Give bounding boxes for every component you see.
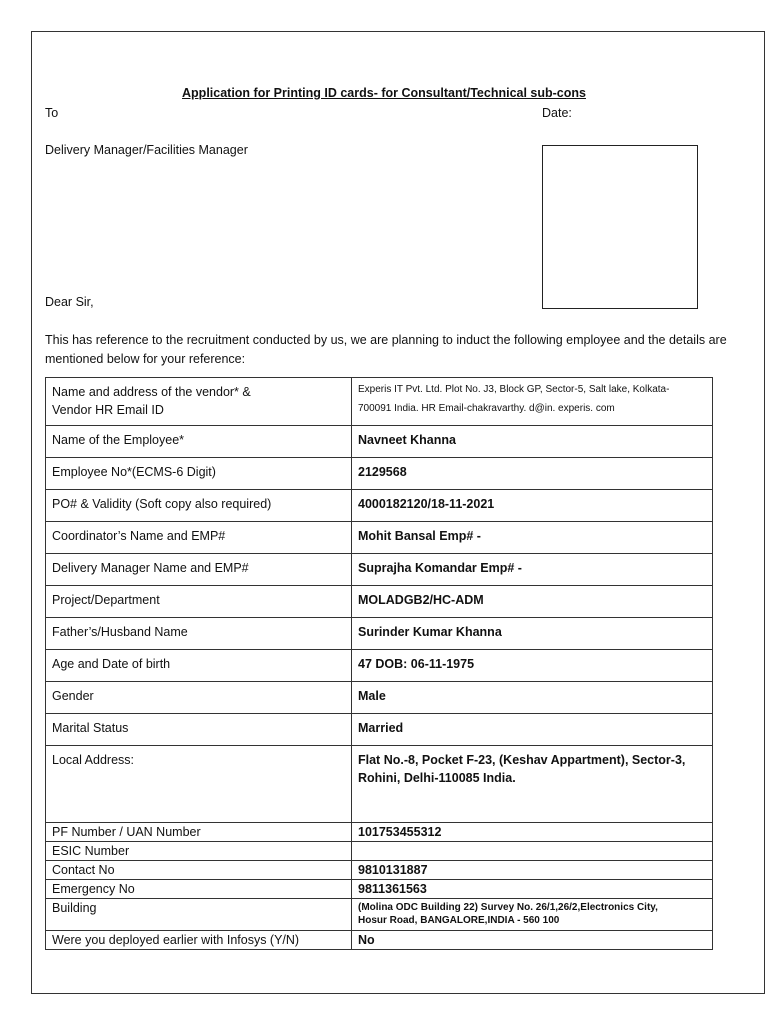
row-label: ESIC Number (46, 842, 352, 861)
table-row (46, 746, 713, 823)
row-label: PO# & Validity (Soft copy also required) (46, 490, 352, 522)
table-row (46, 458, 713, 490)
row-label-line: Name and address of the vendor* & (52, 385, 251, 399)
table-row (46, 378, 713, 426)
photo-box (542, 145, 698, 309)
date-label: Date: (542, 106, 572, 120)
row-label: Building (46, 899, 352, 931)
row-value: 2129568 (352, 458, 713, 490)
row-value-line: Flat No.-8, Pocket F-23, (Keshav Appartment), Sector-3, (358, 753, 686, 767)
table-row (46, 426, 713, 458)
row-value (352, 378, 713, 426)
row-value: Surinder Kumar Khanna (352, 618, 713, 650)
row-label: Age and Date of birth (46, 650, 352, 682)
table-row (46, 931, 713, 950)
row-value-line: (Molina ODC Building 22) Survey No. 26/1,26/2,Electronics City, (358, 902, 658, 913)
row-label: Gender (46, 682, 352, 714)
row-label: Were you deployed earlier with Infosys (Y/N) (46, 931, 352, 950)
row-value: Mohit Bansal Emp# - (352, 522, 713, 554)
row-label: Delivery Manager Name and EMP# (46, 554, 352, 586)
row-label: Coordinator’s Name and EMP# (46, 522, 352, 554)
row-value: MOLADGB2/HC-ADM (352, 586, 713, 618)
row-label: Employee No*(ECMS-6 Digit) (46, 458, 352, 490)
row-value: 4000182120/18-11-2021 (352, 490, 713, 522)
row-value: 101753455312 (352, 823, 713, 842)
row-value: 47 DOB: 06-11-1975 (352, 650, 713, 682)
table-row (46, 861, 713, 880)
row-value: Navneet Khanna (352, 426, 713, 458)
row-value: 9810131887 (352, 861, 713, 880)
row-value (352, 899, 713, 931)
table-row (46, 618, 713, 650)
table-row (46, 880, 713, 899)
row-value (352, 842, 713, 861)
row-value-line: Hosur Road, BANGALORE,INDIA - 560 100 (358, 915, 560, 926)
table-row (46, 586, 713, 618)
recipient-line: Delivery Manager/Facilities Manager (45, 143, 248, 157)
row-label: Father’s/Husband Name (46, 618, 352, 650)
table-row (46, 522, 713, 554)
employee-details-table (45, 377, 713, 950)
row-label-line: Vendor HR Email ID (52, 403, 164, 417)
row-value: Suprajha Komandar Emp# - (352, 554, 713, 586)
table-row (46, 554, 713, 586)
row-label: Emergency No (46, 880, 352, 899)
table-row (46, 899, 713, 931)
row-label: Contact No (46, 861, 352, 880)
table-row (46, 490, 713, 522)
table-row (46, 823, 713, 842)
form-title: Application for Printing ID cards- for Consultant/Technical sub-cons (182, 86, 586, 100)
row-label: PF Number / UAN Number (46, 823, 352, 842)
row-label: Name of the Employee* (46, 426, 352, 458)
table-row (46, 714, 713, 746)
to-label: To (45, 106, 59, 120)
row-value-line: Experis IT Pvt. Ltd. Plot No. J3, Block GP, Sector-5, Salt lake, Kolkata- (358, 384, 670, 395)
row-value: No (352, 931, 713, 950)
row-value-line: 700091 India. HR Email-chakravarthy. d@in. experis. com (358, 403, 615, 414)
row-label: Marital Status (46, 714, 352, 746)
row-value: 9811361563 (352, 880, 713, 899)
row-value: Married (352, 714, 713, 746)
row-label: Project/Department (46, 586, 352, 618)
row-value: Male (352, 682, 713, 714)
table-row (46, 682, 713, 714)
salutation: Dear Sir, (45, 295, 94, 309)
row-value (352, 746, 713, 823)
row-label (46, 378, 352, 426)
row-label: Local Address: (46, 746, 352, 823)
table-row (46, 650, 713, 682)
intro-paragraph: This has reference to the recruitment conducted by us, we are planning to induct the following employee and the details are mentioned below for your reference: (45, 333, 727, 366)
row-value-line: Rohini, Delhi-110085 India. (358, 771, 516, 785)
table-row (46, 842, 713, 861)
